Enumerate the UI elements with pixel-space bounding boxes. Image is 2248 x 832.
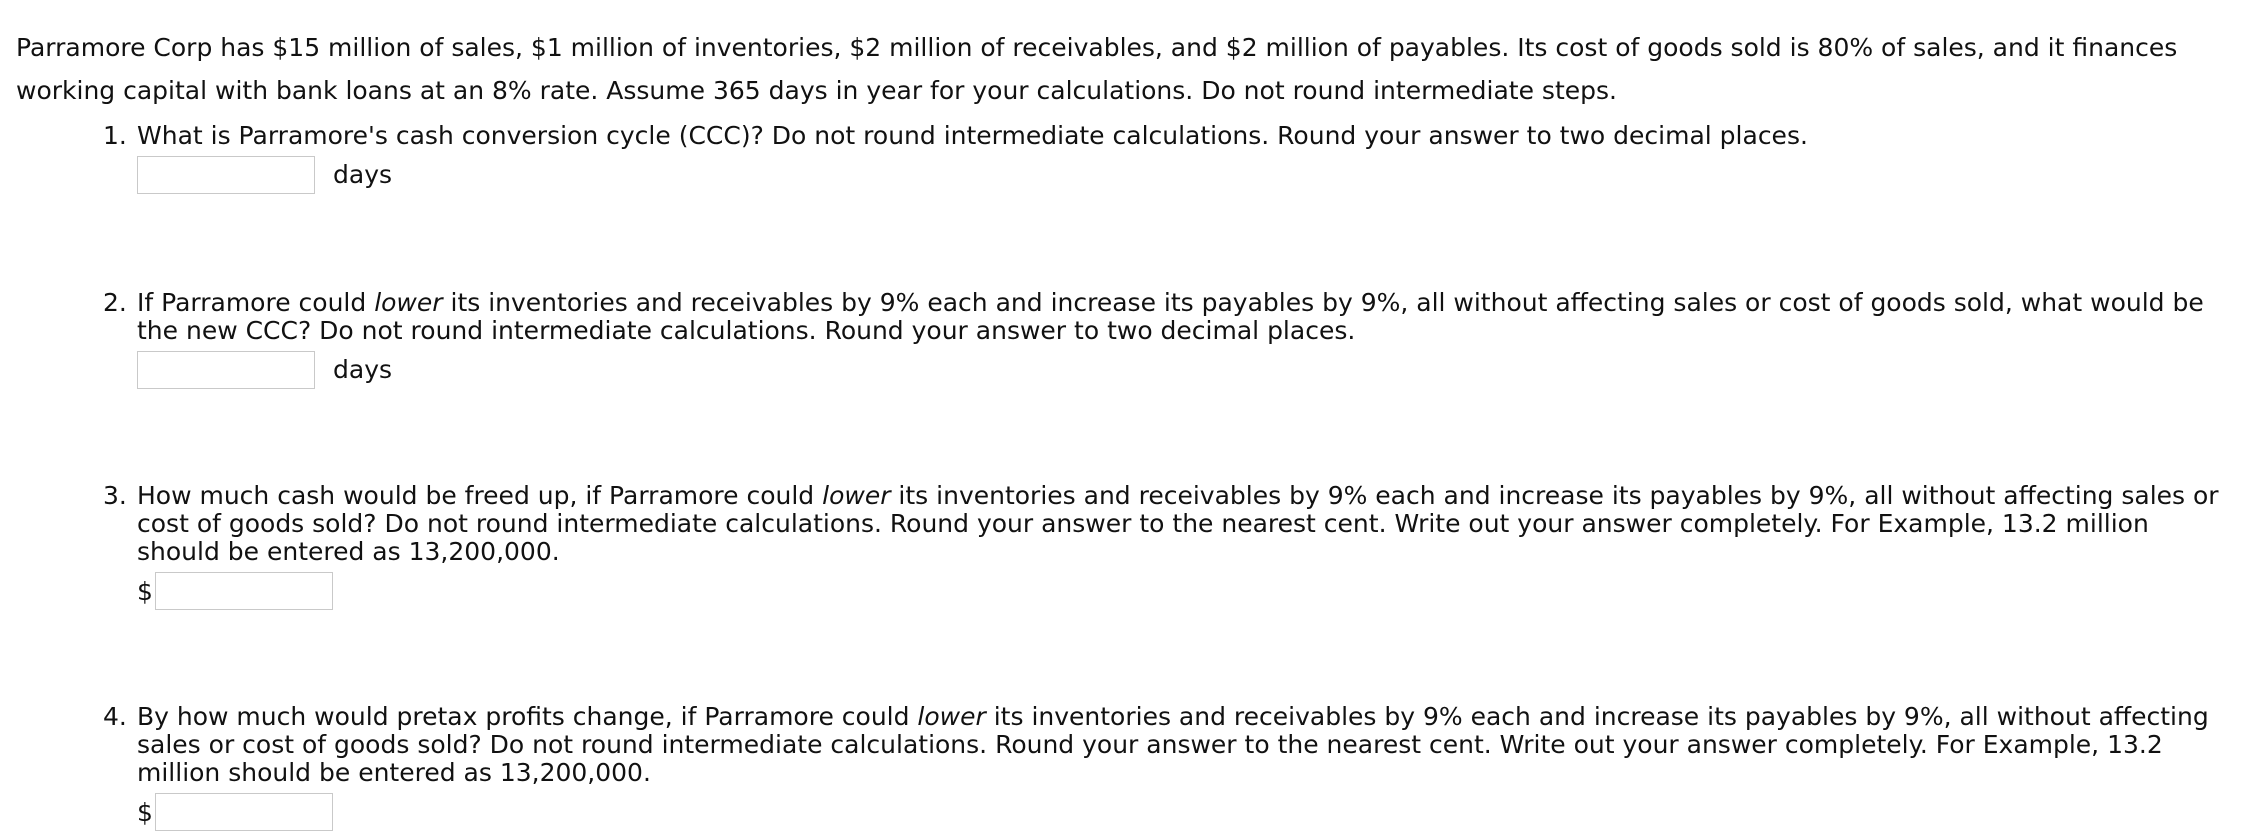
question-text-after: its inventories and receivables by 9% each and increase its payables by 9%, all without affecting sales or cost of goods sold? Do not round intermediate calculations. Round your answer to the nearest cent. Write out your answer completely. For Example, 13.2 million should be entered as 13,200,000. bbox=[137, 481, 2219, 566]
answer-input-1[interactable] bbox=[137, 156, 315, 194]
question-3 bbox=[103, 481, 2237, 611]
emphasis-text: lower bbox=[374, 288, 443, 317]
currency-symbol: $ bbox=[137, 577, 153, 606]
emphasis-text: lower bbox=[822, 481, 891, 510]
question-1 bbox=[103, 121, 2237, 195]
unit-label: days bbox=[333, 355, 393, 384]
currency-symbol: $ bbox=[137, 798, 153, 827]
question-list bbox=[16, 122, 2232, 832]
unit-label: days bbox=[333, 160, 393, 189]
question-text-before: If Parramore could bbox=[137, 288, 375, 317]
answer-input-3[interactable] bbox=[155, 572, 333, 610]
question-number: 4. bbox=[103, 702, 127, 731]
question-text bbox=[137, 482, 2237, 566]
problem-intro: Parramore Corp has $15 million of sales, $1 million of inventories, $2 million of receivables, and $2 million of payables. Its cost of goods sold is 80% of sales, and it finances working capital with bank loans at an 8% rate. Assume 365 days in year for your calculations. Do not round intermediate steps. bbox=[16, 33, 2178, 105]
question-number: 1. bbox=[103, 121, 127, 150]
question-text bbox=[137, 289, 2237, 345]
question-text: What is Parramore's cash conversion cycle (CCC)? Do not round intermediate calculations. Round your answer to two decimal places. bbox=[137, 121, 1808, 150]
answer-row bbox=[137, 792, 2237, 832]
question-4 bbox=[103, 702, 2237, 832]
question-2 bbox=[103, 288, 2237, 390]
question-number: 3. bbox=[103, 481, 127, 510]
question-text-after: its inventories and receivables by 9% each and increase its payables by 9%, all without affecting sales or cost of goods sold? Do not round intermediate calculations. Round your answer to the nearest cent. Write out your answer completely. For Example, 13.2 million should be entered as 13,200,000. bbox=[137, 702, 2209, 787]
question-number: 2. bbox=[103, 288, 127, 317]
answer-row bbox=[137, 350, 2237, 390]
question-text-before: By how much would pretax profits change, if Parramore could bbox=[137, 702, 918, 731]
answer-input-2[interactable] bbox=[137, 351, 315, 389]
emphasis-text: lower bbox=[917, 702, 986, 731]
answer-input-4[interactable] bbox=[155, 793, 333, 831]
answer-row bbox=[137, 155, 2237, 195]
question-text bbox=[137, 703, 2237, 787]
question-text-after: its inventories and receivables by 9% each and increase its payables by 9%, all without affecting sales or cost of goods sold, what would be the new CCC? Do not round intermediate calculations. Round your answer to two decimal places. bbox=[137, 288, 2204, 345]
answer-row bbox=[137, 571, 2237, 611]
question-text-before: How much cash would be freed up, if Parramore could bbox=[137, 481, 823, 510]
